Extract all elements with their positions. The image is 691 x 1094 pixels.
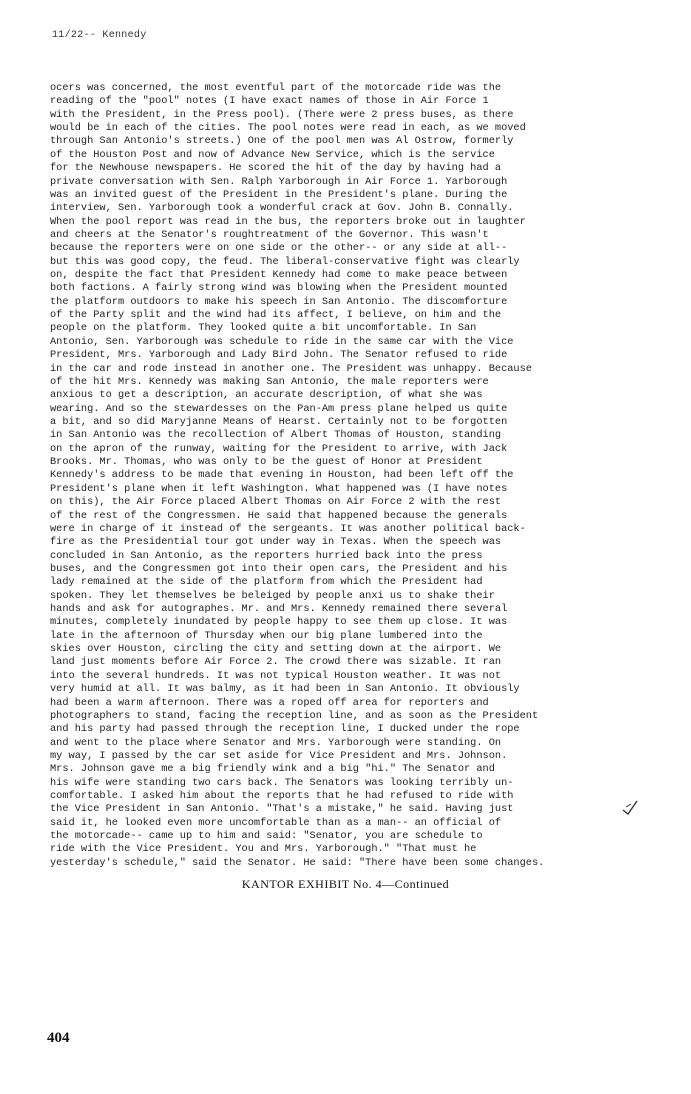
text-line: would be in each of the cities. The pool notes were read in each, as we moved xyxy=(50,122,526,135)
text-line: private conversation with Sen. Ralph Yarborough in Air Force 1. Yarborough xyxy=(50,175,508,188)
text-line: very humid at all. It was balmy, as it had been in San Antonio. It obviously xyxy=(50,683,520,696)
text-line: his wife were standing two cars back. The Senators was looking terribly un- xyxy=(50,776,514,789)
text-line: of the Party split and the wind had its affect, I believe, on him and the xyxy=(50,309,502,322)
text-line: concluded in San Antonio, as the reporters hurried back into the press xyxy=(50,549,483,562)
text-line: because the reporters were on one side or the other-- or any side at all-- xyxy=(50,242,508,255)
text-line: the motorcade-- came up to him and said: "Senator, you are schedule to xyxy=(50,830,483,843)
text-line: had been a warm afternoon. There was a roped off area for reporters and xyxy=(50,696,489,709)
text-line: comfortable. I asked him about the reports that he had refused to ride with xyxy=(50,790,514,803)
text-line: and his party had passed through the reception line, I ducked under the rope xyxy=(50,723,520,736)
text-line: with the President, in the Press pool). (There were 2 press buses, as there xyxy=(50,108,514,121)
text-line: the Vice President in San Antonio. "That's a mistake," he said. Having just xyxy=(50,803,514,816)
page-number: 404 xyxy=(47,1030,70,1046)
text-line: on, despite the fact that President Kennedy had come to make peace between xyxy=(50,269,508,282)
text-line: was an invited guest of the President in the President's plane. During the xyxy=(50,188,508,201)
text-line: Mrs. Johnson gave me a big friendly wink and a big "hi." The Senator and xyxy=(50,763,495,776)
text-line: both factions. A fairly strong wind was blowing when the President mounted xyxy=(50,282,508,295)
text-line: of the hit Mrs. Kennedy was making San Antonio, the male reporters were xyxy=(50,375,489,388)
text-line: President's plane when it left Washington. What happened was (I have notes xyxy=(50,482,508,495)
text-line: yesterday's schedule," said the Senator. He said: "There have been some changes. xyxy=(50,856,545,869)
text-line: were in charge of it instead of the sergeants. It was another political back- xyxy=(50,522,526,535)
text-line: on this), the Air Force placed Albert Thomas on Air Force 2 with the rest xyxy=(50,496,502,509)
text-line: late in the afternoon of Thursday when our big plane lumbered into the xyxy=(50,629,483,642)
text-line: a bit, and so did Maryjanne Means of Hearst. Certainly not to be forgotten xyxy=(50,415,508,428)
exhibit-caption: KANTOR EXHIBIT No. 4—Continued xyxy=(241,877,450,891)
text-line: lady remained at the side of the platform from which the President had xyxy=(50,576,483,589)
text-line: into the several hundreds. It was not typical Houston weather. It was not xyxy=(50,669,502,682)
text-line: the platform outdoors to make his speech in San Antonio. The discomforture xyxy=(50,295,508,308)
text-line: but this was good copy, the feud. The liberal-conservative fight was clearly xyxy=(50,255,520,268)
text-line: and went to the place where Senator and Mrs. Yarborough were standing. On xyxy=(50,736,502,749)
text-line: land just moments before Air Force 2. The crowd there was sizable. It ran xyxy=(50,656,502,669)
text-line: Kennedy's address to be made that evening in Houston, had been left off the xyxy=(50,469,514,482)
text-line: in the car and rode instead in another one. The President was unhappy. Because xyxy=(50,362,532,375)
text-line: and cheers at the Senator's roughtreatment of the Governor. This wasn't xyxy=(50,228,489,241)
text-line: minutes, completely inundated by people happy to see them up close. It was xyxy=(50,616,508,629)
text-line: on the apron of the runway, waiting for the President to arrive, with Jack xyxy=(50,442,508,455)
text-line: in San Antonio was the recollection of Albert Thomas of Houston, standing xyxy=(50,429,502,442)
text-line: my way, I passed by the car set aside for Vice President and Mrs. Johnson. xyxy=(50,749,508,762)
text-line: wearing. And so the stewardesses on the Pan-Am press plane helped us quite xyxy=(50,402,508,415)
text-line: through San Antonio's streets.) One of the pool men was Al Ostrow, formerly xyxy=(50,135,514,148)
text-line: of the rest of the Congressmen. He said that happened because the generals xyxy=(50,509,508,522)
text-line: buses, and the Congressmen got into their open cars, the President and his xyxy=(50,562,508,575)
text-line: people on the platform. They looked quite a bit uncomfortable. In San xyxy=(50,322,477,335)
text-line: Brooks. Mr. Thomas, who was only to be the guest of Honor at President xyxy=(50,456,483,469)
text-line: fire as the Presidential tour got under way in Texas. When the speech was xyxy=(50,536,502,549)
text-line: of the Houston Post and now of Advance New Service, which is the service xyxy=(50,148,495,161)
text-line: anxious to get a description, an accurate description, of what she was xyxy=(50,389,483,402)
text-line: ocers was concerned, the most eventful part of the motorcade ride was the xyxy=(50,82,502,94)
handwritten-check-mark xyxy=(620,798,640,818)
page-header: 11/22-- Kennedy xyxy=(52,30,147,41)
text-line: said it, he looked even more uncomfortable than as a man-- an official of xyxy=(50,816,502,829)
text-line: ride with the Vice President. You and Mrs. Yarborough." "That must he xyxy=(50,843,477,856)
text-line: Antonio, Sen. Yarborough was schedule to ride in the same car with the Vice xyxy=(50,335,514,348)
text-line: for the Newhouse newspapers. He scored the hit of the day by having had a xyxy=(50,162,502,175)
text-line: skies over Houston, circling the city and setting down at the airport. We xyxy=(50,643,502,656)
text-line: spoken. They let themselves be beleiged by people anxi us to shake their xyxy=(50,589,495,602)
text-line: interview, Sen. Yarborough took a wonderful crack at Gov. John B. Connally. xyxy=(50,202,514,215)
text-line: photographers to stand, facing the reception line, and as soon as the President xyxy=(50,709,539,722)
text-line: When the pool report was read in the bus, the reporters broke out in laughter xyxy=(50,215,526,228)
text-line: reading of the "pool" notes (I have exact names of those in Air Force 1 xyxy=(50,95,489,108)
text-line: hands and ask for autographes. Mr. and Mrs. Kennedy remained there several xyxy=(50,603,508,616)
text-line: President, Mrs. Yarborough and Lady Bird John. The Senator refused to ride xyxy=(50,349,508,362)
typed-body-text xyxy=(50,82,654,870)
